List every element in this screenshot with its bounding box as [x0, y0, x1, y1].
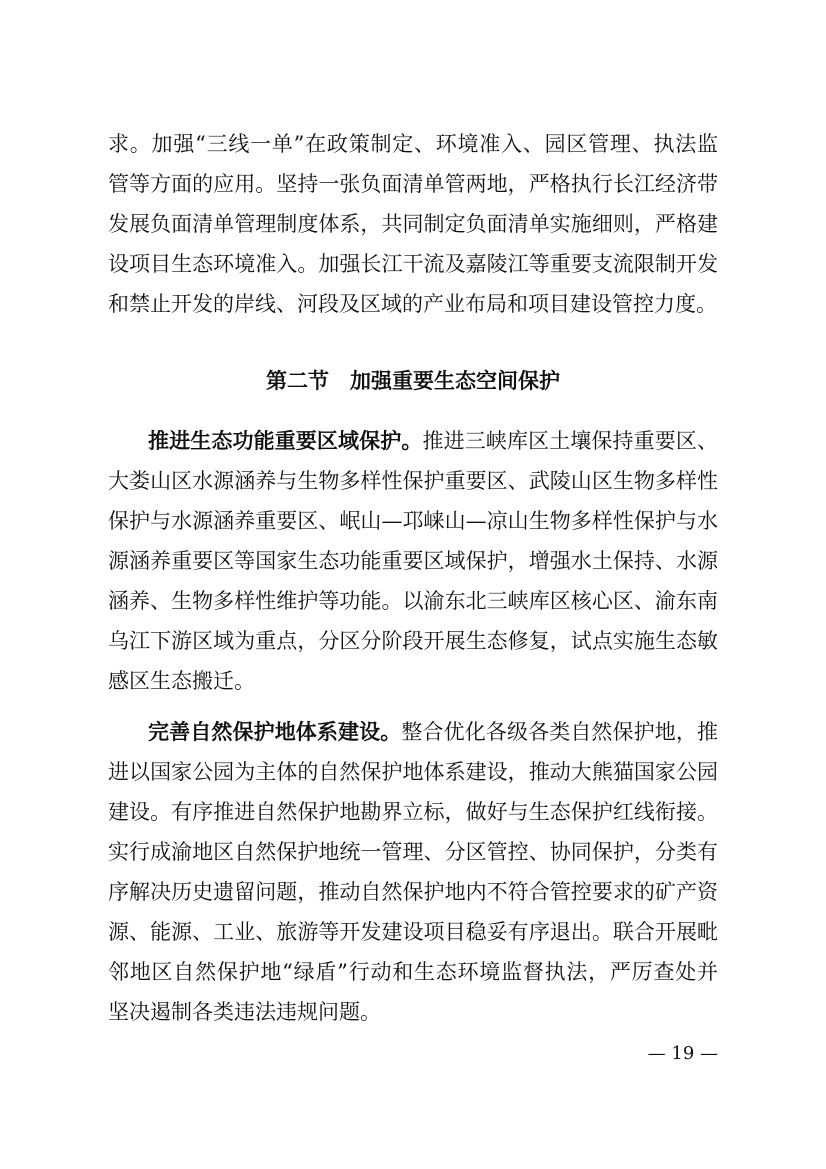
text-line: 大娄山区水源涵养与生物多样性保护重要区、武陵山区生物多样性 [108, 469, 718, 493]
text-line: 保护与水源涵养重要区、岷山—邛崃山—凉山生物多样性保护与水 [108, 509, 718, 533]
text-line: 实行成渝地区自然保护地统一管理、分区管控、协同保护，分类有 [108, 840, 718, 864]
text-line: 乌江下游区域为重点，分区分阶段开展生态修复，试点实施生态敏 [108, 629, 718, 653]
text-line: 进以国家公园为主体的自然保护地体系建设，推动大熊猫国家公园 [108, 760, 718, 784]
text-line: 邻地区自然保护地“绿盾”行动和生态环境监督执法，严厉查处并 [108, 960, 718, 984]
page-number: — 19 — [647, 1043, 718, 1064]
paragraph-lead: 完善自然保护地体系建设。 [148, 719, 402, 744]
text-line: 和禁止开发的岸线、河段及区域的产业布局和项目建设管控力度。 [108, 292, 717, 316]
text-line: 源、能源、工业、旅游等开发建设项目稳妥有序退出。联合开展毗 [108, 920, 718, 944]
text-run: 推进三峡库区土壤保持重要区、 [422, 429, 718, 453]
text-line: 求。加强“三线一单”在政策制定、环境准入、园区管理、执法监 [108, 132, 718, 156]
text-line: 感区生态搬迁。 [108, 669, 255, 693]
paragraph-lead: 推进生态功能重要区域保护。 [148, 428, 423, 453]
text-line: 坚决遏制各类违法违规问题。 [108, 1000, 381, 1024]
text-line [148, 712, 718, 752]
text-run: 整合优化各级各类自然保护地，推 [401, 720, 719, 744]
text-line: 管等方面的应用。坚持一张负面清单管两地，严格执行长江经济带 [108, 172, 718, 196]
text-line: 源涵养重要区等国家生态功能重要区域保护，增强水土保持、水源 [108, 549, 718, 573]
text-line: 发展负面清单管理制度体系，共同制定负面清单实施细则，严格建 [108, 212, 718, 236]
text-line: 设项目生态环境准入。加强长江干流及嘉陵江等重要支流限制开发 [108, 252, 718, 276]
text-line [148, 421, 718, 461]
text-line: 序解决历史遗留问题，推动自然保护地内不符合管控要求的矿产资 [108, 880, 718, 904]
text-line: 涵养、生物多样性维护等功能。以渝东北三峡库区核心区、渝东南 [108, 589, 718, 613]
section-heading: 第二节 加强重要生态空间保护 [266, 368, 560, 393]
text-line: 建设。有序推进自然保护地勘界立标，做好与生态保护红线衔接。 [108, 800, 718, 824]
